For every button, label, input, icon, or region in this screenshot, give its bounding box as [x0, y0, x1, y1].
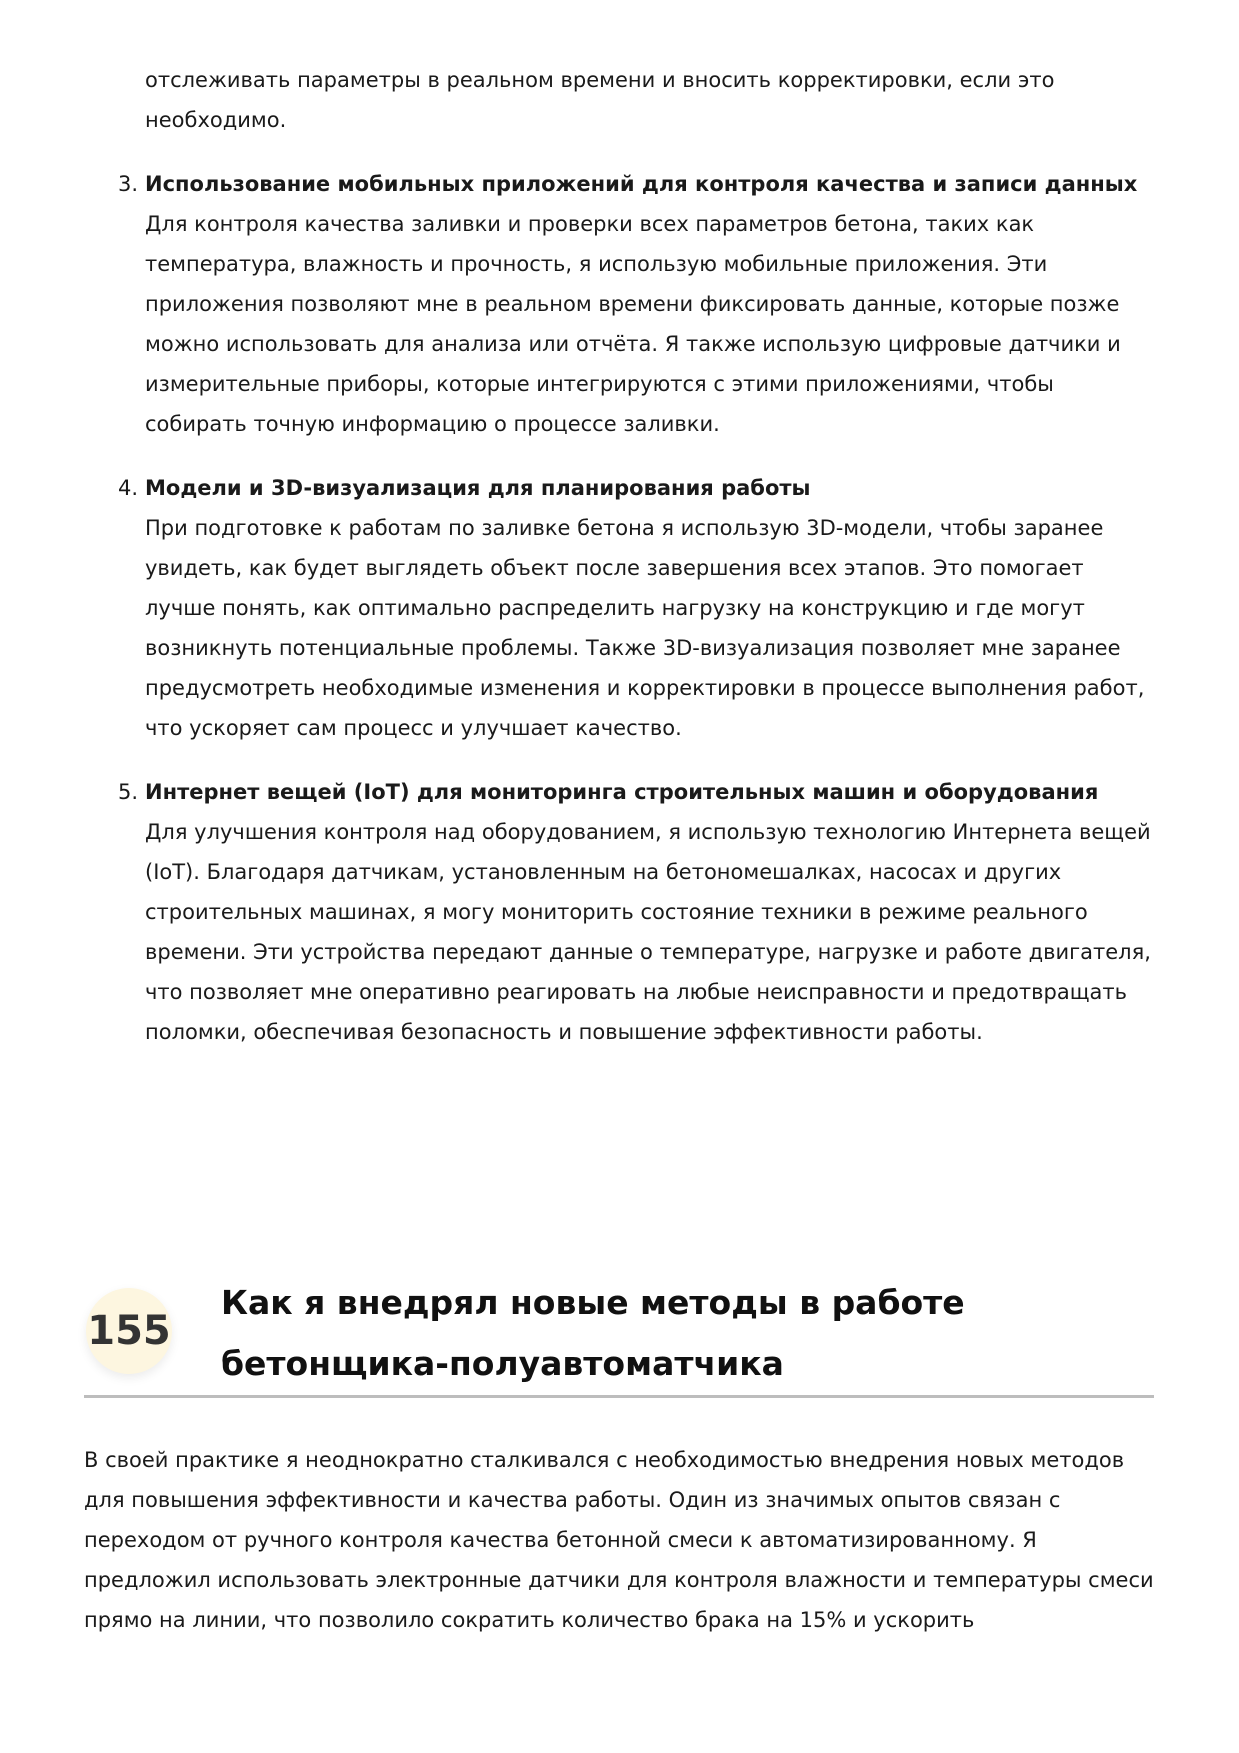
section-title-line: Как я внедрял новые методы в работе	[221, 1283, 965, 1322]
item-title: Интернет вещей (IoT) для мониторинга строительных машин и оборудования	[145, 780, 1099, 804]
item-number: 3.	[118, 172, 139, 196]
list-item	[118, 468, 1155, 748]
section-title-line: бетонщика-полуавтоматчика	[221, 1344, 784, 1383]
item-title: Использование мобильных приложений для контроля качества и записи данных	[145, 172, 1138, 196]
section-heading	[84, 1275, 1154, 1398]
list-content	[118, 60, 1155, 1052]
item-text: При подготовке к работам по заливке бетона я использую 3D-модели, чтобы заранее увидеть, как будет выглядеть объект после завершения всех этапов. Это помогает лучше понять, как оптимально распределить нагрузку на конструкцию и где могут возникнуть потенциальные проблемы. Также 3D-визуализация позволяет мне заранее предусмотреть необходимые изменения и корректировки в процессе выполнения работ, что ускоряет сам процесс и улучшает качество.	[145, 516, 1145, 740]
item-text: Для улучшения контроля над оборудованием, я использую технологию Интернета вещей (IoT). Благодаря датчикам, установленным на бетономешалках, насосах и других строительных машинах, я могу мониторить состояние техники в режиме реального времени. Эти устройства передают данные о температуре, нагрузке и работе двигателя, что позволяет мне оперативно реагировать на любые неисправности и предотвращать поломки, обеспечивая безопасность и повышение эффективности работы.	[145, 820, 1151, 1044]
section-number-badge: 155	[86, 1288, 172, 1374]
item-number: 5.	[118, 780, 139, 804]
list-item	[118, 164, 1155, 444]
section-intro-paragraph: В своей практике я неоднократно сталкивался с необходимостью внедрения новых методов для повышения эффективности и качества работы. Один из значимых опытов связан с переходом от ручного контроля качества бетонной смеси к автоматизированному. Я предложил использовать электронные датчики для контроля влажности и температуры смеси прямо на линии, что позволило сократить количество брака на 15% и ускорить	[84, 1448, 1154, 1632]
section-title	[221, 1272, 965, 1394]
continuation-text: отслеживать параметры в реальном времени и вносить корректировки, если это необходимо.	[145, 68, 1055, 132]
numbered-list	[118, 164, 1155, 1052]
item-title: Модели и 3D-визуализация для планирования работы	[145, 476, 811, 500]
list-item	[118, 772, 1155, 1052]
item-text: Для контроля качества заливки и проверки всех параметров бетона, таких как температура, влажность и прочность, я использую мобильные приложения. Эти приложения позволяют мне в реальном времени фиксировать данные, которые позже можно использовать для анализа или отчёта. Я также использую цифровые датчики и измерительные приборы, которые интегрируются с этими приложениями, чтобы собирать точную информацию о процессе заливки.	[145, 212, 1121, 436]
item-number: 4.	[118, 476, 139, 500]
